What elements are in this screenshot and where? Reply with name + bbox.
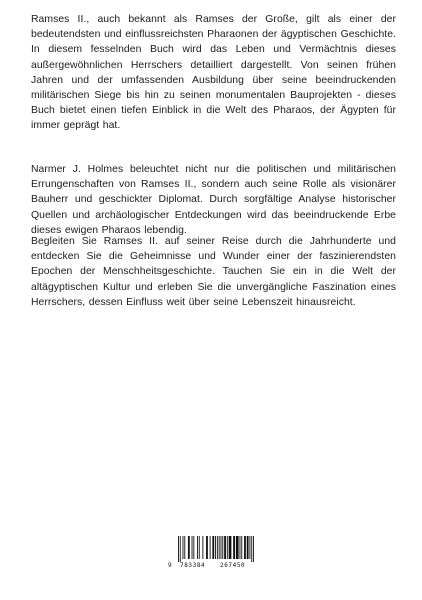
- barcode-bar: [192, 536, 193, 559]
- barcode-bar: [178, 536, 179, 562]
- barcode-bar: [199, 536, 200, 559]
- barcode-bar: [240, 536, 241, 559]
- barcode-bar: [227, 536, 228, 559]
- barcode-bar: [241, 536, 242, 559]
- barcode-bars-icon: [168, 536, 256, 562]
- barcode-bar: [215, 536, 216, 559]
- barcode-bar: [233, 536, 235, 559]
- barcode-bar: [193, 536, 194, 559]
- barcode-bar: [221, 536, 222, 559]
- barcode-bar: [236, 536, 239, 559]
- barcode-right-group: 267450: [220, 562, 246, 569]
- barcode-bar: [249, 536, 250, 559]
- barcode-bar: [202, 536, 203, 559]
- blurb-paragraph-3: Begleiten Sie Ramses II. auf seiner Reise durch die Jahrhunderte und entdecken Sie die Geheimnisse und Wunder einer der faszinierendsten Epochen der Menschheitsgeschichte. Tauchen Sie ein in die Welt der altägyptischen Kultur und erleben Sie die unvergängliche Faszination eines Herrschers, dessen Einfluss weit über seine Lebenszeit hinausreicht.: [31, 236, 396, 308]
- barcode-bar: [251, 536, 252, 562]
- barcode-bar: [222, 536, 223, 559]
- barcode-bar: [184, 536, 185, 559]
- barcode-lead-digit: 9: [168, 562, 172, 569]
- barcode-bar: [217, 536, 218, 559]
- barcode-bar: [253, 536, 254, 562]
- barcode-bar: [197, 536, 198, 559]
- blurb-paragraph-1: Ramses II., auch bekannt als Ramses der Große, gilt als einer der bedeutendsten und einflussreichsten Pharaonen der ägyptischen Geschichte. In diesem fesselnden Buch wird das Leben und Vermächtnis dieses außergewöhnlichen Herrschers detailliert dargestellt. Von seinen frühen Jahren und der umfassenden Ausbildung über seine beeindruckenden militärischen Siege bis hin zu seinen monumentalen Bauprojekten - dieses Buch bietet einen tiefen Einblick in die Welt des Pharaos, der Ägypten für immer geprägt hat.: [31, 14, 396, 132]
- barcode-bar: [224, 536, 226, 559]
- barcode-bar: [188, 536, 190, 559]
- barcode-bar: [219, 536, 220, 559]
- barcode-bar: [244, 536, 246, 559]
- barcode-bar: [183, 536, 184, 559]
- barcode-left-group: 783384: [180, 562, 206, 569]
- barcode-bar: [210, 536, 211, 559]
- barcode-bar: [229, 536, 232, 559]
- isbn-barcode: [168, 536, 256, 570]
- barcode-bar: [247, 536, 249, 559]
- barcode-bar: [180, 536, 181, 562]
- blurb-paragraph-2: Narmer J. Holmes beleuchtet nicht nur die politischen und militärischen Errungenschaften von Ramses II., sondern auch seine Rolle als visionärer Bauherr und geschickter Diplomat. Durch sorgfältige Analyse historischer Quellen und archäologischer Entdeckungen wird das beeindruckende Erbe dieses ewigen Pharaos lebendig.: [31, 164, 396, 236]
- barcode-digits: [168, 562, 256, 571]
- barcode-bar: [206, 536, 208, 559]
- barcode-bar: [212, 536, 214, 559]
